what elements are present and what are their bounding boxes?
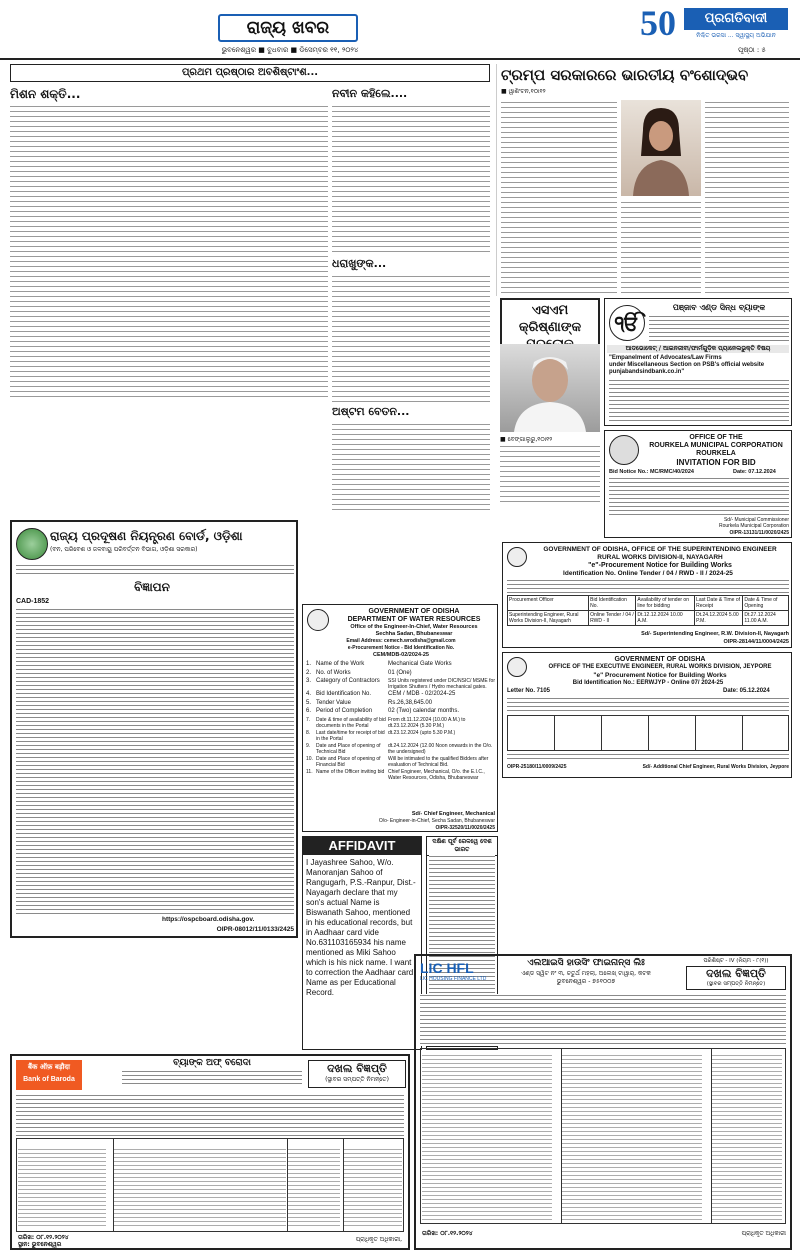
article-body-text <box>10 104 328 400</box>
article-sm-krishna <box>500 298 600 508</box>
bid-line: Identification No. Online Tender / 04 / RWD - II / 2024-25 <box>563 570 733 577</box>
table-header: Availability of tender on line for bidding <box>636 596 695 611</box>
oipr-code: OIPR-28144/11/0004/2425 <box>723 639 789 645</box>
masthead-logo <box>640 4 790 48</box>
table-cell: 6. <box>306 708 312 714</box>
ad-body-text <box>16 608 294 914</box>
table-cell: Rs.26,38,645.00 <box>388 699 433 706</box>
article-headline: ଅଷ୍ଟମ ବେତନ... <box>332 405 410 418</box>
oipr-code: OIPR-08012/11/0133/2425 <box>216 926 294 933</box>
signature-line: Sd/- Additional Chief Engineer, Rural Works Division, Jeypore <box>642 764 789 770</box>
section-title: ରାଜ୍ୟ ଖବର <box>246 18 330 38</box>
lic-appendix: ପରିଶିଷ୍ଟ - IV (ନିୟମ - ୮(୧)) <box>703 958 769 964</box>
article-naveen <box>332 86 490 252</box>
rw1-table <box>507 595 789 626</box>
table-cell: dt.24.12.2024 (12.00 Noon onwards in the O/o. the undersigned) <box>388 742 493 755</box>
table-row <box>306 678 496 690</box>
ad-body-text <box>507 579 789 593</box>
bob-logo <box>16 1060 82 1090</box>
bob-name-hindi: बैंक ऑफ़ बड़ौदा <box>28 1063 70 1071</box>
table-cell: Date and Place of opening of Technical Bid <box>316 742 381 755</box>
spcb-website[interactable]: https://ospcboard.odisha.gov. <box>162 916 255 923</box>
logo-tagline: ନିଶ୍ଚିତ ଭରସା ... ସ୍ୱାସ୍ଥ୍ୟ ଅଭିଯାନ <box>696 32 776 39</box>
table-cell: 1. <box>306 661 312 667</box>
rural-works-nayagarh-ad <box>502 542 792 648</box>
table-cell: SSI Units registered under DIC/NSIC/ MSME for Irrigation Shutters / Hydro mechanical gates. <box>388 678 495 690</box>
table-cell: CEM / MDB - 02/2024-25 <box>388 691 456 697</box>
table-row <box>306 661 496 669</box>
article-trump <box>496 64 792 296</box>
bid-date: Date: 07.12.2024 <box>733 469 776 475</box>
lic-brand: LIC HFL <box>420 960 474 976</box>
table-row <box>306 743 496 755</box>
table-header: Procurement Officer <box>508 596 589 611</box>
signature-line: Rourkela Municipal Corporation <box>718 523 789 529</box>
table-row <box>306 670 496 678</box>
table-cell: 3. <box>306 678 312 684</box>
affidavit-title: AFFIDAVIT <box>303 837 421 855</box>
bid-number: CEM/MDB-02/2024-25 <box>373 652 429 658</box>
spcb-title: ରାଜ୍ୟ ପ୍ରଦୂଷଣ ନିୟନ୍ତ୍ରଣ ବୋର୍ଡ, ଓଡ଼ିଶା <box>50 529 243 543</box>
notice-date: ତାରିଖ: ୦୮.୧୨.୨୦୨୪ <box>18 1234 69 1241</box>
table-cell: No. of Works <box>316 669 351 676</box>
spcb-ref: CAD-1852 <box>16 598 50 605</box>
table-cell: Chief Engineer, Mechanical, O/o. the E.I.C., Water Resources, Odisha, Bhubaneswar <box>388 768 485 781</box>
rw2-table-placeholder <box>507 715 789 751</box>
odisha-emblem-icon <box>507 547 527 567</box>
ad-body-text <box>344 1148 402 1228</box>
gov-line: GOVERNMENT OF ODISHA, OFFICE OF THE SUPERINTENDING ENGINEER <box>543 546 777 553</box>
notice-place: ସ୍ଥାନ: ଭୁବନେଶ୍ୱର <box>18 1241 62 1248</box>
psb-empanelment-ad <box>604 298 792 426</box>
oipr-code: OIPR-32520/11/0020/2425 <box>435 825 495 831</box>
logo-years: 50 <box>640 3 676 43</box>
authorized-officer: ପ୍ରାଧିକୃତ ଅଧିକାରୀ <box>741 1230 786 1237</box>
psb-logo-icon: ੴ <box>609 305 645 341</box>
article-dharakhu <box>332 256 490 402</box>
table-header: Last Date & Time of Receipt <box>695 596 743 611</box>
table-cell: Dt.27.12.2024 11.00 A.M. <box>743 611 789 626</box>
ad-body-text <box>114 1148 286 1228</box>
logo-name: ପ୍ରଗତିବାଦୀ <box>684 8 788 30</box>
portrait-photo <box>500 344 600 432</box>
bid-number: Bid Notice No.: MC/RMC/40/2024 <box>609 469 694 475</box>
table-cell: 9. <box>306 742 311 749</box>
table-cell: Online Tender / 04 / RWD - II <box>589 611 636 626</box>
article-headline: ଟ୍ରମ୍ପ ସରକାରରେ ଭାରତୀୟ ବଂଶୋଦ୍ଭବ <box>501 66 749 84</box>
water-resources-tender-ad <box>302 604 498 832</box>
table-cell: From dt.11.12.2024 (10.00 A.M.) to dt.23.12.2024 (5.30 P.M.) <box>388 716 466 729</box>
article-body-text <box>705 100 789 294</box>
article-eighth-pay <box>332 404 490 514</box>
rmc-emblem-icon <box>609 435 639 465</box>
ad-body-text <box>18 1148 106 1228</box>
ad-address-text <box>649 315 789 341</box>
ad-title: ଆଡଭୋକେଟ୍ / ଆଇନଜୀବୀ/ଫାର୍ମଗୁଡ଼ିକ ପ୍ୟାନେଲଭୁକ୍ତି ବିଷୟ <box>607 345 789 353</box>
rmc-bid-ad <box>604 430 792 538</box>
table-cell: Name of the Officer inviting bid <box>316 768 385 775</box>
affidavit-notice <box>302 836 422 1050</box>
signature-line: Sd/- Superintending Engineer, R.W. Division-II, Nayagarh <box>641 631 789 637</box>
bob-name-english: Bank of Baroda <box>23 1076 75 1083</box>
article-mission-shakti <box>10 86 328 402</box>
email-line: Email Address: cemech.wrodisha@gmail.com <box>346 638 456 644</box>
masthead-rule <box>0 58 800 60</box>
ad-line: punjabandsindbank.co.in" <box>609 369 685 375</box>
table-cell: 02 (Two) calendar months. <box>388 708 460 714</box>
notice-title-box <box>308 1060 406 1088</box>
ad-body-text <box>422 1054 552 1220</box>
article-body-text <box>500 444 600 506</box>
lic-company: ଏଲଆଇସି ହାଉସିଂ ଫାଇନାନ୍ସ ଲିଃ <box>527 958 645 968</box>
spcb-logo-icon <box>16 528 48 560</box>
gov-line: GOVERNMENT OF ODISHA <box>614 656 706 663</box>
article-headline: ନବୀନ କହିଲେ.... <box>332 87 408 100</box>
ad-body-text <box>609 477 789 515</box>
table-cell: Tender Value <box>316 699 351 706</box>
lic-city: ଭୁବନେଶ୍ୱର - ୭୫୧୦୦୭ <box>556 978 616 985</box>
notice-line: "e" Procurement Notice for Building Works <box>593 672 727 679</box>
table-cell: Category of Contractors <box>316 678 380 684</box>
article-body-text <box>621 200 701 294</box>
continuation-kicker: ପ୍ରଥମ ପ୍ରଷ୍ଠାର ଅବଶିଷ୍ଟାଂଶ... <box>181 67 319 78</box>
table-row <box>306 717 496 729</box>
notice-date: ତାରିଖ: ୦୮.୧୨.୨୦୨୪ <box>422 1230 473 1237</box>
rural-works-jeypore-ad <box>502 652 792 778</box>
ad-body-text <box>562 1054 702 1220</box>
table-cell: Date and Place of opening of Financial Bid <box>316 755 381 768</box>
notice-subtitle: (ସ୍ଥାବର ସମ୍ପତ୍ତି ନିମନ୍ତେ) <box>706 981 766 987</box>
article-headline: ଏସଏମ କ୍ରିଷ୍ଣାଙ୍କ <box>518 303 582 335</box>
bid-line: Bid Identification No.: EERWJYP - Online 07/ 2024-25 <box>572 680 724 686</box>
office-line: OFFICE OF THE EXECUTIVE ENGINEER, RURAL WORKS DIVISION, JEYPORE <box>548 664 772 670</box>
notice-title-box <box>686 966 786 990</box>
table-cell: Superintending Engineer, Rural Works Division-II, Nayagarh <box>508 611 589 626</box>
sadan-line: Sechha Sadan, Bhubaneswar <box>375 631 453 637</box>
table-row <box>306 691 496 699</box>
ad-body-text <box>16 1094 404 1136</box>
table-cell: 7. <box>306 716 311 723</box>
authorized-officer: ପ୍ରାଧିକୃତ ଅଧିକାରୀ, <box>355 1236 402 1243</box>
table-cell: Mechanical Gate Works <box>388 661 452 667</box>
odisha-emblem-icon <box>507 657 527 677</box>
ad-body-text <box>507 753 789 761</box>
rail-head: ଦକ୍ଷିଣ ପୂର୍ବ ରେଳୱେ ଦେଶ ଭାରତ <box>427 837 497 856</box>
table-header: Bid Identification No. <box>589 596 636 611</box>
ad-body-text <box>288 1148 340 1228</box>
page-label: ପୃଷ୍ଠା : ୫ <box>738 46 766 54</box>
table-cell: 8. <box>306 729 311 736</box>
table-row <box>508 611 789 626</box>
section-title-box <box>218 14 358 42</box>
bank-name: ପଞ୍ଜାବ ଏଣ୍ଡ ସିନ୍ଧ ବ୍ୟାଙ୍କ <box>672 303 766 312</box>
front-page-continuation-banner <box>10 64 490 82</box>
gov-line: GOVERNMENT OF ODISHA <box>368 608 460 615</box>
corp-name: ROURKELA MUNICIPAL CORPORATION <box>649 442 783 449</box>
ad-line: "Empanelment of Advocates/Law Firms <box>609 355 722 361</box>
dept-line: DEPARTMENT OF WATER RESOURCES <box>347 616 481 623</box>
letter-number: Letter No. 7105 <box>507 688 551 694</box>
affidavit-body: I Jayashree Sahoo, W/o. Manoranjan Sahoo of Rangugarh, P.S.-Ranpur, Dist.- Nayagarh declare that my son's actual Name is Biswanath Sahoo, mentioned in his educational records, but in Aadhaar card vide No.631103165934 his name mentioned as Miki Sahoo which is his nick name. I want to correction the Aadhaar card Name as per Educational Record. <box>306 858 416 997</box>
lic-brand-sub: LIC HOUSING FINANCE LTD <box>420 976 487 982</box>
table-cell: dt.23.12.2024 (upto 5.30 P.M.) <box>388 729 456 736</box>
portrait-figure <box>500 344 600 432</box>
spcb-notice-ad <box>10 520 298 938</box>
office-line: Office of the Engineer-In-Chief, Water Resources <box>350 624 478 630</box>
city-name: ROURKELA <box>696 450 736 457</box>
notice-line: "e"-Procurement Notice for Building Works <box>588 562 732 569</box>
table-cell: Date & time of availability of bid documents in the Portal <box>316 716 386 729</box>
letter-date: Date: 05.12.2024 <box>723 688 770 694</box>
bank-of-baroda-possession-notice <box>10 1054 410 1250</box>
wr-table <box>306 661 496 782</box>
article-body-text <box>501 100 617 294</box>
article-body-text <box>332 104 490 252</box>
bob-branch-name: ବ୍ୟାଙ୍କ ଅଫ୍ ବରୋଦା <box>173 1058 251 1068</box>
table-cell: Bid Identification No. <box>316 691 372 697</box>
table-cell: 10. <box>306 755 313 762</box>
signature-line: O/o- Engineer-in-Chief, Secha Sadan, Bhubaneswar <box>378 818 495 824</box>
masthead <box>0 0 800 60</box>
portrait-photo <box>621 100 701 196</box>
table-header: Date & Time of Opening <box>743 596 789 611</box>
lic-hfl-possession-notice <box>414 954 792 1250</box>
table-cell: 2. <box>306 669 312 676</box>
notice-title: ଦଖଲ ବିଜ୍ଞପ୍ତି <box>706 967 766 980</box>
table-cell: Dt.24.12.2024 5.00 P.M. <box>695 611 743 626</box>
lic-address: ଏଣ୍ଡ ସ୍ୱିଟ ନଂ ୩, ଚତୁର୍ଥ ମହଲା, ଅଲେଖ୍ ଟାୱାର୍, କଟକ <box>521 970 651 977</box>
table-row <box>306 708 496 716</box>
office-line: RURAL WORKS DIVISION-II, NAYAGARH <box>597 554 723 561</box>
table-row <box>306 769 496 781</box>
article-headline: ଧରାଖୁଙ୍କ... <box>332 257 387 270</box>
bid-line: e-Procurement Notice - Bid Identification No. <box>347 645 455 651</box>
dateline: ଭୁବନେଶ୍ୱର ■ ବୁଧବାର ■ ଡିସେମ୍ବର ୧୧, ୨୦୨୪ <box>221 46 359 54</box>
article-byline: ■ ୱାଶିଂଟନ,୧୦ା୧୨ <box>501 88 546 95</box>
lic-logo <box>420 960 492 986</box>
table-header-row <box>508 596 789 611</box>
ad-body-text <box>712 1054 782 1220</box>
bob-address <box>122 1070 302 1084</box>
table-row <box>306 700 496 708</box>
table-cell: 11. <box>306 768 313 775</box>
ad-body-text <box>420 994 786 1046</box>
signature-line: Sd/- Municipal Commissioner <box>723 517 789 523</box>
spcb-subtitle: (ବନ, ପରିବେଶ ଓ ଜଳବାୟୁ ପରିବର୍ତ୍ତନ ବିଭାଗ, ଓଡ଼ିଶା ସରକାର) <box>50 546 198 553</box>
table-cell: Name of the Work <box>316 661 365 667</box>
table-row <box>306 756 496 768</box>
office-line: OFFICE OF THE <box>689 434 743 441</box>
notice-title: ଦଖଲ ବିଜ୍ଞପ୍ତି <box>327 1062 387 1075</box>
ad-line: under Miscellaneous Section on PSB's official website <box>609 362 765 368</box>
table-cell: Will be intimated to the qualified Bidders after evaluation of Technical Bid. <box>388 755 489 768</box>
table-cell: Period of Completion <box>316 708 373 714</box>
table-cell: 4. <box>306 691 312 697</box>
notice-subtitle: (ସ୍ଥାବର ସମ୍ପତ୍ତି ନିମନ୍ତେ) <box>325 1076 389 1083</box>
portrait-figure <box>621 100 701 196</box>
table-cell: Last date/time for receipt of bid in the Portal <box>316 729 385 742</box>
table-cell: 5. <box>306 699 312 706</box>
signature-line: Sd/- Chief Engineer, Mechanical <box>411 811 495 817</box>
odisha-emblem-icon <box>307 609 329 631</box>
table-row <box>306 730 496 742</box>
article-body-text <box>332 274 490 402</box>
article-body-text <box>332 422 490 514</box>
spcb-notice-title: ବିଜ୍ଞାପନ <box>134 580 170 594</box>
spcb-address <box>16 564 294 576</box>
article-byline: ■ ବେଙ୍ଗାଲୁରୁ,୧୦ା୧୨ <box>500 436 553 443</box>
table-cell: 01 (One) <box>388 669 412 676</box>
ad-body-text <box>609 379 789 423</box>
oipr-code: OIPR-13131/11/0020/2425 <box>729 530 789 536</box>
oipr-code: OIPR-25180/11/0009/2425 <box>507 764 567 770</box>
invite-title: INVITATION FOR BID <box>676 458 756 467</box>
table-cell: Dt.12.12.2024 10.00 A.M. <box>636 611 695 626</box>
ad-body-text <box>507 697 789 713</box>
article-headline: ମିଶନ ଶକ୍ତି... <box>10 87 81 101</box>
